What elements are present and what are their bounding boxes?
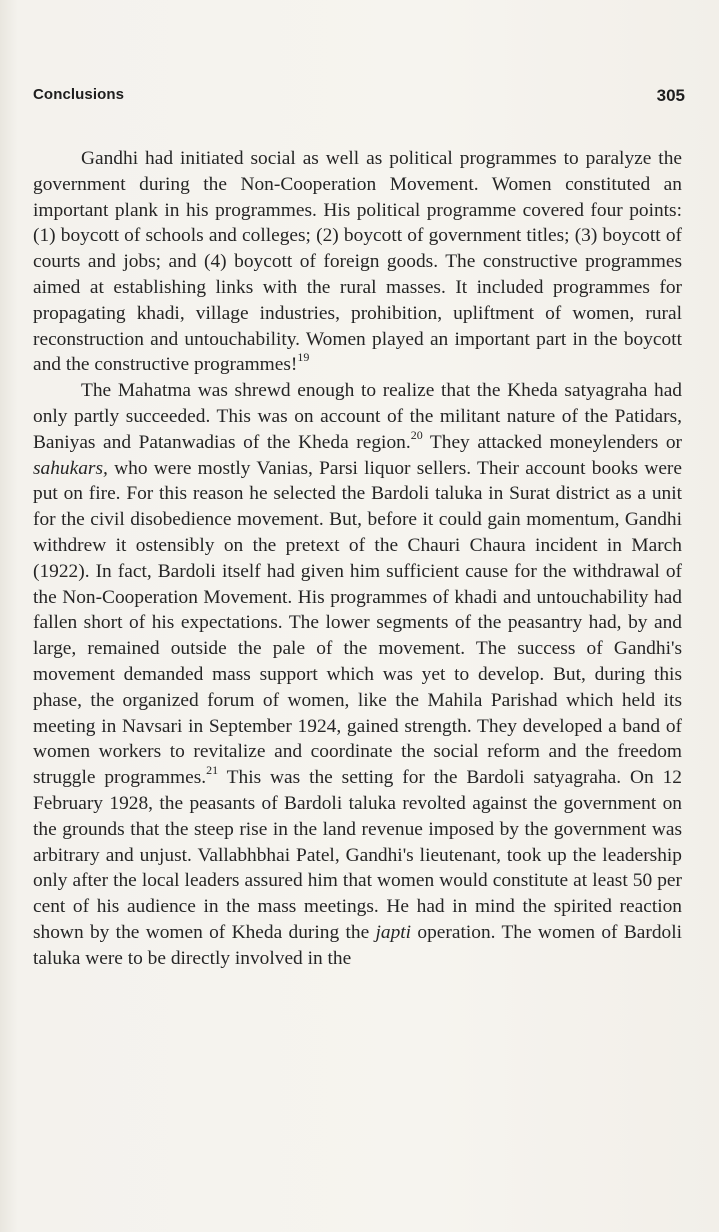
- paragraph-2-segment: They attacked moneylenders or: [422, 431, 682, 453]
- footnote-marker-20: 20: [410, 427, 423, 442]
- paragraph-2-segment: This was the setting for the Bardoli satyagraha. On 12 February 1928, the peasants of Bardoli taluka revolted against the government on the grounds that the steep rise in the land revenue imposed by the government was arbitrary and unjust. Vallabhbhai Patel, Gandhi's lieutenant, took up the leadership only after the local leaders assured him that women would constitute at least 50 per cent of his audience in the mass meetings. He had in mind the spirited reaction shown by the women of Kheda during the: [33, 767, 683, 943]
- paragraph-1-text: Gandhi had initiated social as well as political programmes to paralyze the government during the Non-Cooperation Movement. Women constituted an important plank in his programmes. His political programme covered four points: (1) boycott of schools and colleges; (2) boycott of government titles; (3) boycott of courts and jobs; and (4) boycott of foreign goods. The constructive programmes aimed at establishing links with the rural masses. It included programmes for propagating khadi, village industries, prohibition, upliftment of women, rural reconstruction and untouchability. Women played an important part in the boycott and the constructive programmes!: [33, 148, 682, 376]
- page-number: 305: [656, 86, 685, 105]
- running-head: [33, 86, 685, 110]
- footnote-marker-19: 19: [297, 350, 310, 365]
- paragraph-1: [33, 146, 682, 378]
- italic-term-sahukars: sahukars,: [33, 457, 108, 479]
- paragraph-2-segment: The Mahatma was shrewd enough to realize that the Kheda satyagraha had only partly succeeded. This was on account of the militant nature of the Patidars, Baniyas and Patanwadias of the Kheda region.: [33, 380, 682, 453]
- paragraph-2-segment: operation. The women of Bardoli taluka were to be directly involved in the: [33, 921, 682, 969]
- body-text: [33, 146, 682, 972]
- italic-term-japti: japti: [375, 921, 412, 943]
- section-title: Conclusions: [33, 86, 125, 103]
- paragraph-2-segment: who were mostly Vanias, Parsi liquor sellers. Their account books were put on fire. For this reason he selected the Bardoli taluka in Surat district as a unit for the civil disobedience movement. But, before it could gain momentum, Gandhi withdrew it ostensibly on the pretext of the Chauri Chaura incident in March (1922). In fact, Bardoli itself had given him sufficient cause for the withdrawal of the Non-Cooperation Movement. His programmes of khadi and untouchability had fallen short of his expectations. The lower segments of the peasantry had, by and large, remained outside the pale of the movement. The success of Gandhi's movement demanded mass support which was yet to develop. But, during this phase, the organized forum of women, like the Mahila Parishad which held its meeting in Navsari in September 1924, gained strength. They developed a band of women workers to revitalize and coordinate the social reform and the freedom struggle programmes.: [33, 457, 682, 789]
- paragraph-2: [33, 378, 682, 971]
- footnote-marker-21: 21: [206, 762, 219, 777]
